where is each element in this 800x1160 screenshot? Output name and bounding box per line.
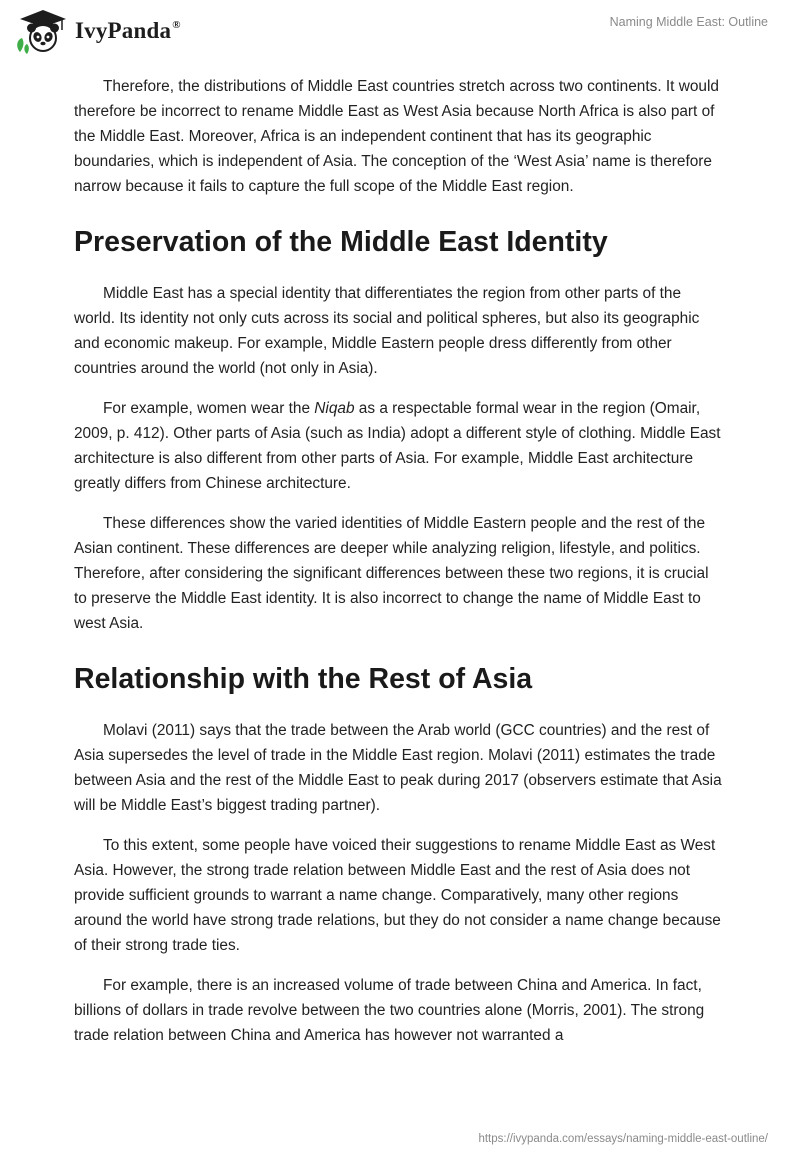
- section-heading: Relationship with the Rest of Asia: [74, 663, 533, 695]
- paragraph: For example, there is an increased volume of trade between China and America. In fact, billions of dollars in trade revolve between the two countries alone (Morris, 2001). The strong trade relation between China and America has however not warranted a: [74, 977, 705, 1044]
- paragraph: Molavi (2011) says that the trade between the Arab world (GCC countries) and the rest of Asia supersedes the level of trade in the Middle East region. Molavi (2011) estimates the trade between Asia and the rest of the Middle East to peak during 2017 (observers estimate that Asia will be Middle East’s biggest trading partner).: [74, 722, 722, 814]
- emphasis-term: Niqab: [314, 400, 355, 417]
- panda-graduate-icon: [14, 8, 72, 54]
- essay-content: [74, 74, 724, 1063]
- paragraph: Therefore, the distributions of Middle East countries stretch across two continents. It would therefore be incorrect to rename Middle East as West Asia because North Africa is also part of the Middle East. Moreover, Africa is an independent continent that has its geographic boundaries, which is independent of Asia. The conception of the ‘West Asia’ name is therefore narrow because it fails to capture the full scope of the Middle East region.: [74, 78, 719, 195]
- section-heading: Preservation of the Middle East Identity: [74, 226, 608, 258]
- document-title: Naming Middle East: Outline: [609, 15, 768, 29]
- paragraph: To this extent, some people have voiced their suggestions to rename Middle East as West Asia. However, the strong trade relation between Middle East and the rest of Asia does not provide sufficient grounds to warrant a name change. Comparatively, many other regions around the world have strong trade relations, but they do not consider a name change because of their strong trade ties.: [74, 837, 721, 954]
- logo-wordmark: IvyPanda®: [75, 18, 181, 43]
- ivypanda-logo[interactable]: [14, 8, 181, 54]
- source-url[interactable]: https://ivypanda.com/essays/naming-middle-east-outline/: [478, 1133, 768, 1145]
- paragraph: For example, women wear the Niqab as a respectable formal wear in the region (Omair, 2009, p. 412). Other parts of Asia (such as India) adopt a different style of clothing. Middle East architecture is also different from other parts of Asia. For example, Middle East architecture greatly differs from Chinese architecture.: [74, 400, 721, 492]
- paragraph: These differences show the varied identities of Middle Eastern people and the rest of the Asian continent. These differences are deeper while analyzing religion, lifestyle, and politics. Therefore, after considering the significant differences between these two regions, it is crucial to preserve the Middle East identity. It is also incorrect to change the name of Middle East to west Asia.: [74, 515, 709, 632]
- paragraph: Middle East has a special identity that differentiates the region from other parts of the world. Its identity not only cuts across its social and political spheres, but also its geographic and economic makeup. For example, Middle Eastern people dress differently from other countries around the world (not only in Asia).: [74, 285, 700, 377]
- page-header: [0, 0, 800, 70]
